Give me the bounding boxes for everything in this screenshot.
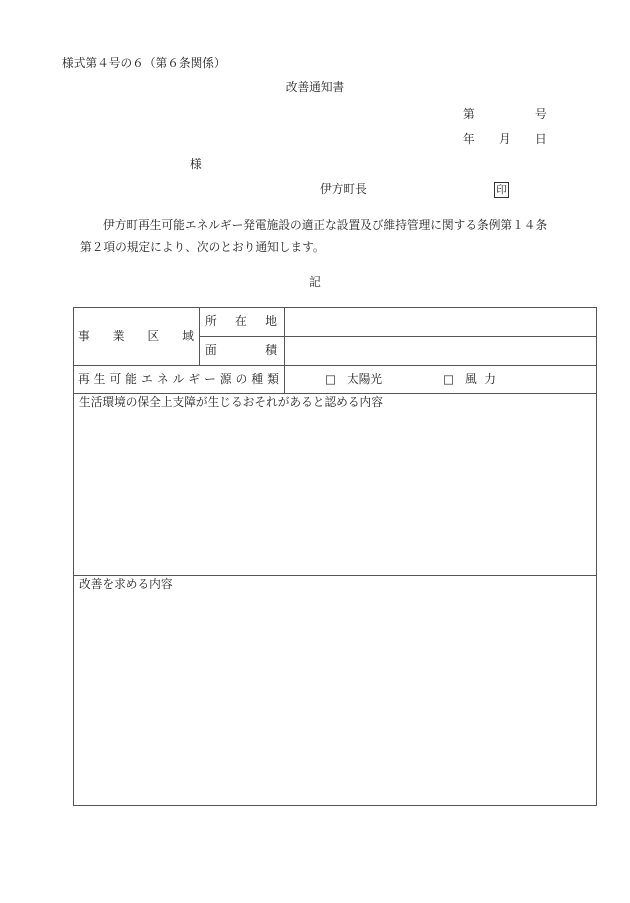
- date-month: 月: [499, 132, 511, 146]
- doc-number-suffix: 号: [535, 107, 547, 121]
- table-divider: [73, 393, 596, 394]
- form-number: 様式第４号の６（第６条関係）: [62, 56, 226, 70]
- area-label: 面 積: [205, 343, 277, 358]
- table-divider: [199, 307, 200, 365]
- impact-label: 生活環境の保全上支障が生じるおそれがあると認める内容: [79, 395, 383, 409]
- addressee-honorific: 様: [190, 157, 202, 171]
- doc-number-prefix: 第: [463, 107, 475, 121]
- body-line-2: 第２項の規定により、次のとおり通知します。: [80, 240, 325, 254]
- energy-type-label: 再 生 可 能 エ ネ ル ギ ー 源 の 種 類: [78, 371, 279, 386]
- date-year: 年: [463, 132, 475, 146]
- business-area-label: 事 業 区 域: [78, 328, 194, 343]
- solar-option-label: 太陽光: [347, 371, 383, 386]
- seal-stamp-box: [494, 182, 509, 198]
- wind-checkbox: □: [443, 371, 455, 386]
- wind-option-label: 風 力: [465, 371, 496, 386]
- location-label: 所 在 地: [205, 314, 277, 329]
- impact-content-field: [74, 412, 595, 574]
- solar-checkbox: □: [325, 371, 337, 386]
- body-line-1: 伊方町再生可能エネルギー発電施設の適正な設置及び維持管理に関する条例第１４条: [103, 218, 548, 232]
- improvement-label: 改善を求める内容: [79, 577, 173, 591]
- date-day: 日: [535, 132, 547, 146]
- location-value-field: [285, 308, 595, 336]
- table-divider: [73, 575, 596, 576]
- seal-label: 印: [496, 183, 507, 196]
- document-title: 改善通知書: [285, 80, 345, 94]
- area-value-field: [285, 337, 595, 365]
- improvement-content-field: [74, 594, 595, 804]
- ki-heading: 記: [309, 275, 321, 289]
- sender-name: 伊方町長: [320, 182, 367, 196]
